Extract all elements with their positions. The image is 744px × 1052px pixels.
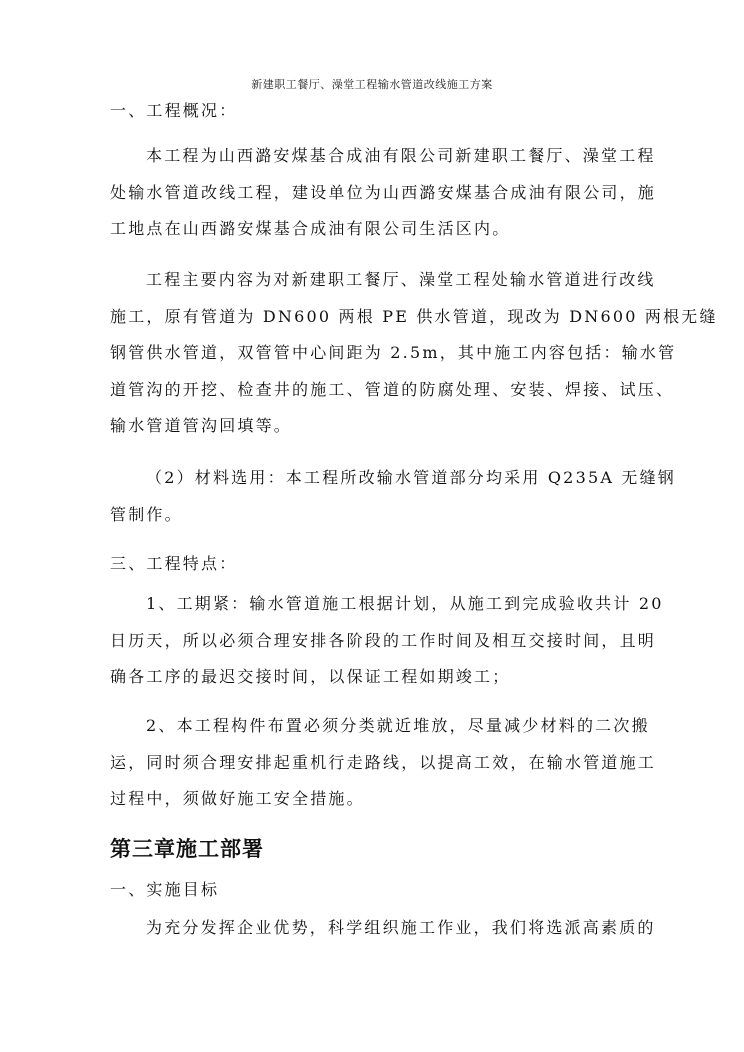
text-line: 道管沟的开挖、检查井的施工、管道的防腐处理、安装、焊接、试压、 xyxy=(110,379,675,399)
chapter-title: 第三章施工部署 xyxy=(110,837,264,861)
paragraph-goals xyxy=(110,910,656,947)
text-line: （2）材料选用：本工程所改输水管道部分均采用 Q235A 无缝钢 xyxy=(146,468,676,487)
sub-heading-goals: 一、实施目标 xyxy=(110,880,220,899)
text-line: 为充分发挥企业优势，科学组织施工作业，我们将选派高素质的 xyxy=(146,918,656,937)
text-line: 运，同时须合理安排起重机行走路线，以提高工效，在输水管道施工 xyxy=(110,752,657,772)
text-line: 施工，原有管道为 DN600 两根 PE 供水管道，现改为 DN600 两根无缝 xyxy=(110,306,718,326)
paragraph-overview-2 xyxy=(110,262,718,445)
text-line: 2、本工程构件布置必须分类就近堆放，尽量减少材料的二次搬 xyxy=(146,716,650,735)
text-line: 确各工序的最迟交接时间，以保证工程如期竣工； xyxy=(110,667,511,686)
text-line: 管制作。 xyxy=(110,504,183,524)
paragraph-overview-1 xyxy=(110,138,657,248)
text-line: 本工程为山西潞安煤基合成油有限公司新建职工餐厅、澡堂工程 xyxy=(146,146,656,165)
paragraph-materials xyxy=(110,460,676,533)
section-heading-features: 三、工程特点： xyxy=(110,554,238,573)
running-header: 新建职工餐厅、澡堂工程输水管道改线施工方案 xyxy=(251,78,493,91)
text-line: 处输水管道改线工程，建设单位为山西潞安煤基合成油有限公司，施 xyxy=(110,182,657,202)
list-item-feature-1 xyxy=(110,586,664,696)
section-heading-overview: 一、工程概况： xyxy=(110,101,238,120)
list-item-feature-2 xyxy=(110,708,657,818)
text-line: 输水管道管沟回填等。 xyxy=(110,416,293,435)
text-line: 钢管供水管道，双管管中心间距为 2.5m，其中施工内容包括：输水管 xyxy=(110,343,677,362)
text-line: 日历天，所以必须合理安排各阶段的工作时间及相互交接时间，且明 xyxy=(110,630,657,650)
text-line: 工程主要内容为对新建职工餐厅、澡堂工程处输水管道进行改线 xyxy=(146,270,656,289)
text-line: 1、工期紧：输水管道施工根据计划，从施工到完成验收共计 20 xyxy=(146,594,664,613)
text-line: 工地点在山西潞安煤基合成油有限公司生活区内。 xyxy=(110,219,511,238)
text-line: 过程中，须做好施工安全措施。 xyxy=(110,789,365,808)
